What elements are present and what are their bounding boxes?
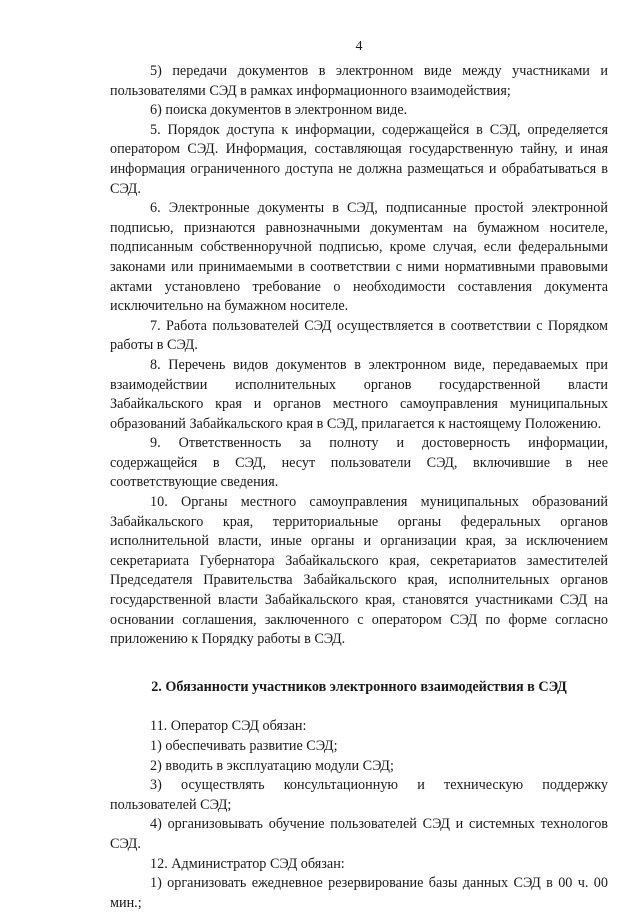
paragraph-clause-10: 10. Органы местного самоуправления муниципальных образований Забайкальского края, территориальные органы федеральных органов исполнительной власти, иные органы и организации края, за исключением секретариата Губернатора Забайкальского края, секретариатов заместителей Председателя Правительства Забайкальского края, исполнительных органов государственной власти Забайкальского края, становятся участниками СЭД на основании соглашения, заключенного с оператором СЭД по форме согласно приложению к Порядку работы в СЭД.	[110, 494, 608, 648]
paragraph-sub-1: 1) обеспечивать развитие СЭД;	[150, 738, 338, 754]
paragraph-item-5: 5) передачи документов в электронном виде между участниками и пользователями СЭД в рамках информационного взаимодействия;	[110, 63, 608, 99]
paragraph-clause-7: 7. Работа пользователей СЭД осуществляется в соответствии с Порядком работы в СЭД.	[110, 317, 608, 354]
paragraph-clause-9: 9. Ответственность за полноту и достоверность информации, содержащейся в СЭД, несут пользователи СЭД, включившие в нее соответствующие сведения.	[110, 435, 608, 491]
paragraph-clause-12: 12. Администратор СЭД обязан:	[150, 855, 345, 872]
paragraph-clause-5: 5. Порядок доступа к информации, содержащейся в СЭД, определяется оператором СЭД. Информация, составляющая государственную тайну, и иная информация ограниченного доступа не должна размещаться и обрабатываться в СЭД.	[110, 121, 608, 197]
page-number: 4	[355, 39, 363, 54]
body-text-bottom	[110, 717, 608, 913]
body-text-top	[110, 62, 608, 650]
paragraph-item-6: 6) поиска документов в электронном виде.	[150, 102, 408, 119]
paragraph-sub-1b: 1) организовать ежедневное резервирование базы данных СЭД в 00 ч. 00 мин.;	[110, 875, 608, 911]
paragraph-clause-11: 11. Оператор СЭД обязан:	[150, 718, 307, 735]
paragraph-sub-3: 3) осуществлять консультационную и техническую поддержку пользователей СЭД;	[110, 777, 608, 813]
paragraph-clause-6: 6. Электронные документы в СЭД, подписанные простой электронной подписью, признаются равнозначными документам на бумажном носителе, подписанным собственноручной подписью, кроме случая, если федеральными законами или принимаемыми в соответствии с ними нормативными правовыми актами установлено требование о необходимости составления документа исключительно на бумажном носителе.	[110, 200, 608, 315]
paragraph-clause-8: 8. Перечень видов документов в электронном виде, передаваемых при взаимодействии исполнительных органов государственной власти Забайкальского края и органов местного самоуправления муниципальных образований Забайкальского края в СЭД, прилагается к настоящему Положению.	[110, 356, 608, 432]
section-title: 2. Обязанности участников электронного взаимодействия в СЭД	[151, 678, 567, 695]
paragraph-sub-2: 2) вводить в эксплуатацию модули СЭД;	[150, 757, 394, 774]
paragraph-sub-4: 4) организовывать обучение пользователей СЭД и системных технологов СЭД.	[110, 816, 608, 852]
